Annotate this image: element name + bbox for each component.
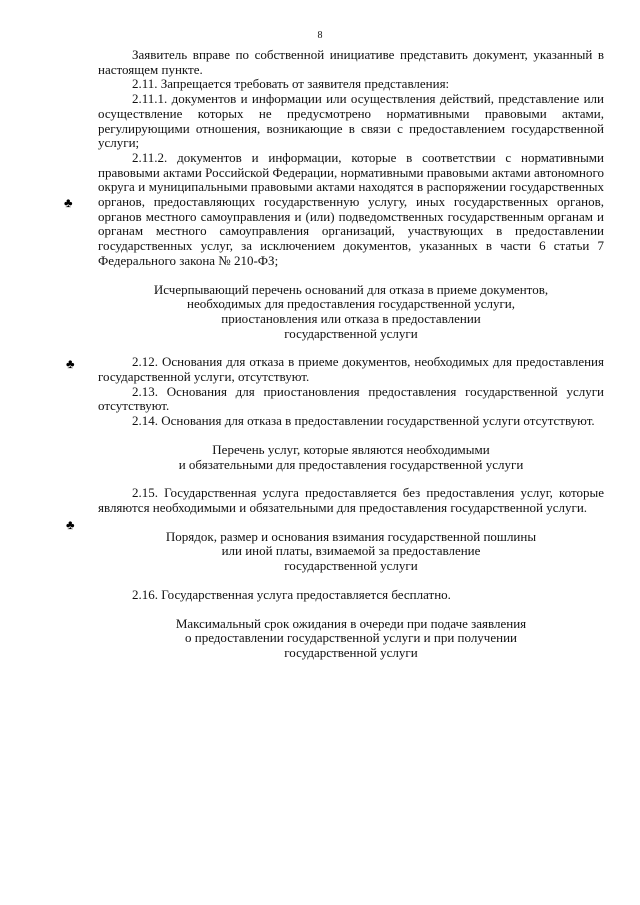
paragraph-applicant-right: Заявитель вправе по собственной инициативе представить документ, указанный в настоящем пункте. bbox=[98, 47, 604, 77]
paragraph-2-11-1: 2.11.1. документов и информации или осуществления действий, представление или осуществление которых не предусмотрено нормативными правовыми актами, регулирующими отношения, возникающие в связи с предоставлением государственной услуги; bbox=[98, 91, 604, 151]
margin-mark-3: ♣ bbox=[66, 517, 75, 532]
section-heading-required-services: Перечень услуг, которые являются необходимыми и обязательными для предоставления государственной услуги bbox=[178, 441, 524, 472]
section-heading-fees: Порядок, размер и основания взимания государственной пошлины или иной платы, взимаемой за предоставление государственной услуги bbox=[165, 528, 537, 574]
paragraph-2-14: 2.14. Основания для отказа в предоставлении государственной услуги отсутствуют. bbox=[132, 413, 595, 429]
margin-mark-2: ♣ bbox=[66, 356, 75, 371]
paragraph-2-12: 2.12. Основания для отказа в приеме документов, необходимых для предоставления государственной услуги, отсутствуют. bbox=[98, 354, 604, 385]
paragraph-2-13: 2.13. Основания для приостановления предоставления государственной услуги отсутствуют. bbox=[98, 383, 604, 414]
section-heading-queue-time: Максимальный срок ожидания в очереди при подаче заявления о предоставлении государственной услуги и при получении государственной услуги bbox=[175, 615, 527, 660]
paragraph-2-15: 2.15. Государственная услуга предоставляется без предоставления услуг, которые являются необходимыми и обязательными для предоставления государственной услуги. bbox=[98, 485, 604, 515]
section-heading-refusal-grounds: Исчерпывающий перечень оснований для отказа в приеме документов, необходимых для предоставления государственной услуги, приостановления или отказа в предоставлении государственной услуги bbox=[153, 281, 549, 341]
paragraph-2-11: 2.11. Запрещается требовать от заявителя представления: bbox=[132, 76, 450, 92]
page-number: 8 bbox=[317, 30, 323, 41]
paragraph-2-11-2: 2.11.2. документов и информации, которые в соответствии с нормативными правовыми актами Российской Федерации, нормативными правовыми актами автономного округа и муниципальными правовыми актами находятся в распоряжении государственных органов, предоставляющих государственную услугу, иных государственных органов, органов местного самоуправления и (или) подведомственных государственным органам и органам местного самоуправления организаций, участвующих в предоставлении государственных услуг, за исключением документов, указанных в части 6 статьи 7 Федерального закона № 210-ФЗ; bbox=[98, 149, 604, 268]
paragraph-2-16: 2.16. Государственная услуга предоставляется бесплатно. bbox=[132, 586, 451, 602]
document-body bbox=[98, 48, 604, 675]
margin-mark-1: ♣ bbox=[64, 195, 73, 210]
